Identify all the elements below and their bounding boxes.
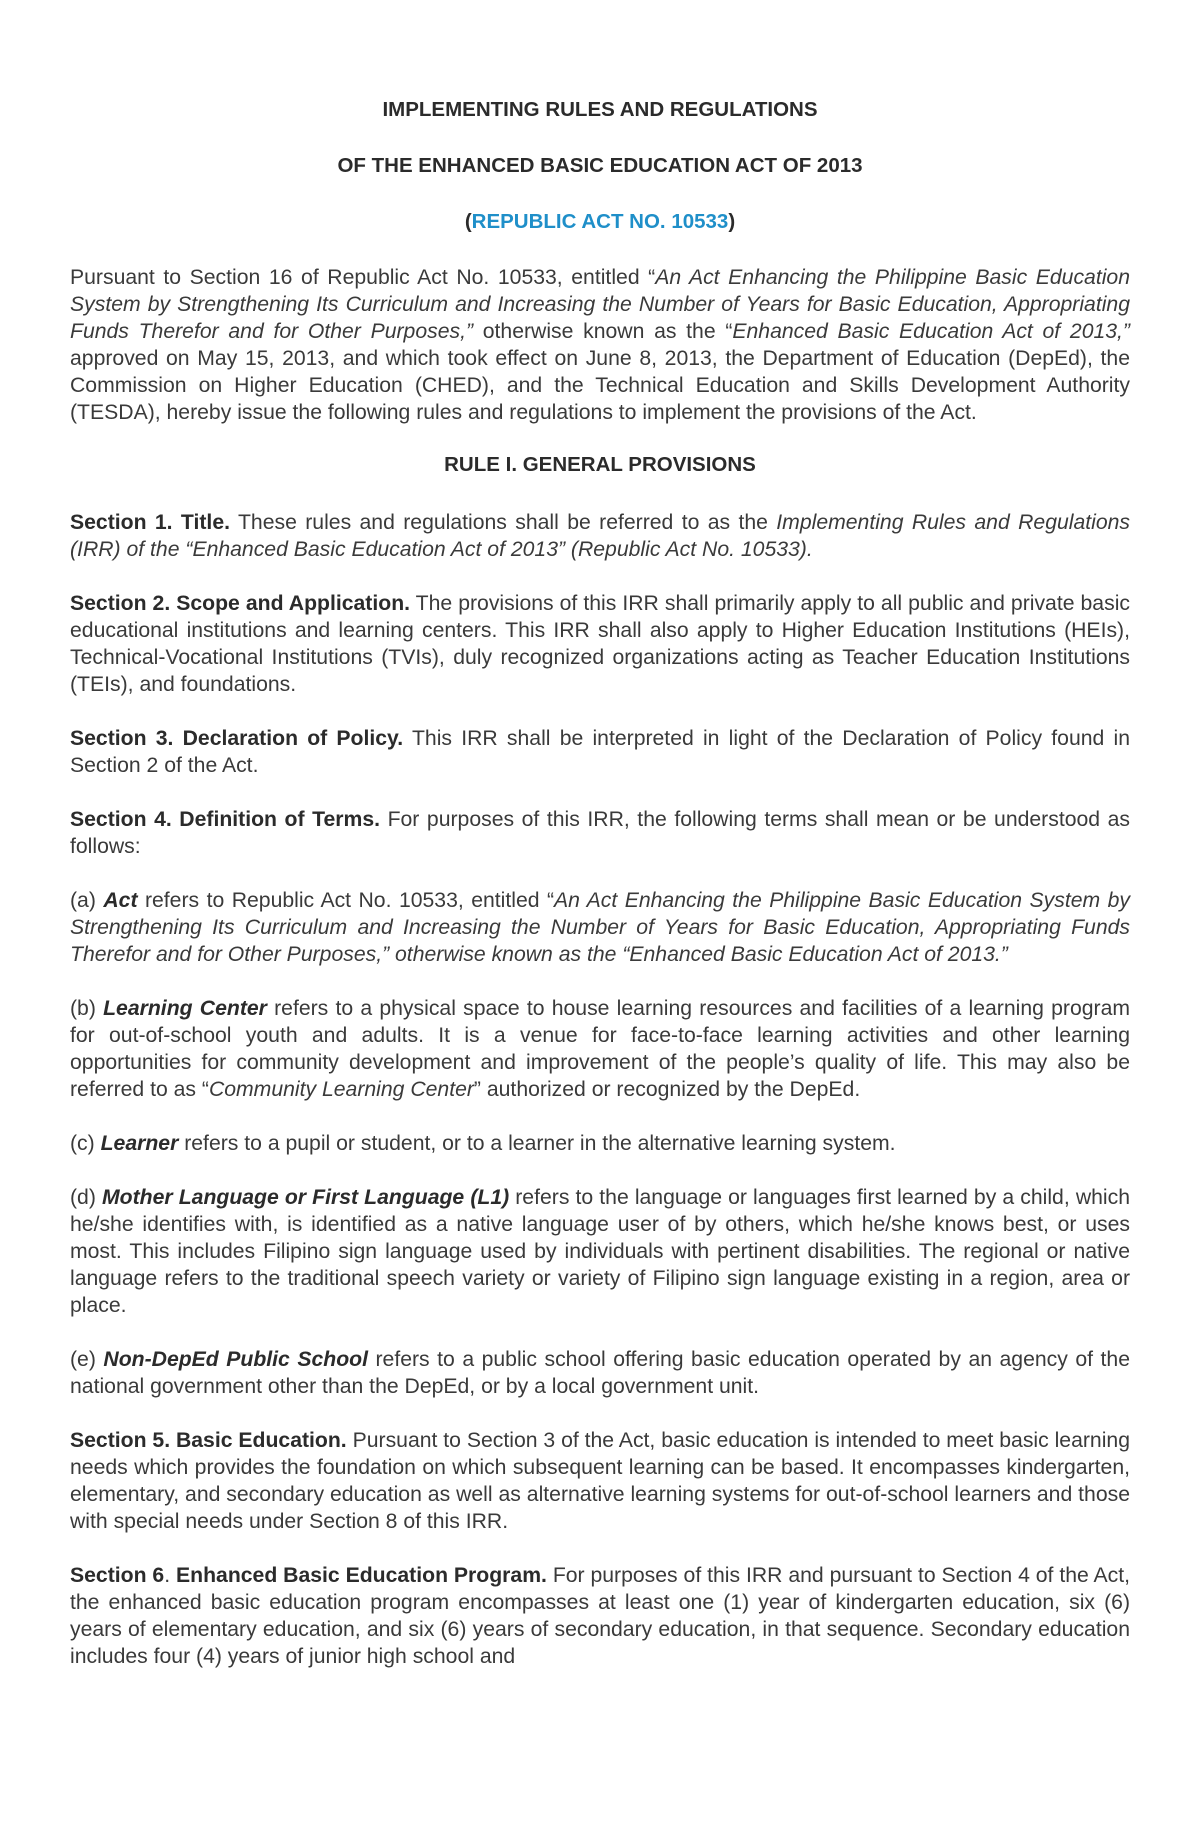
republic-act-link[interactable]: REPUBLIC ACT NO. 10533 <box>471 210 729 233</box>
definition-e: (e) Non-DepEd Public School refers to a public school offering basic education operated by an agency of the national government other than the DepEd, or by a local government unit. <box>70 1348 1130 1398</box>
republic-act-line <box>70 210 1130 234</box>
irr-title: IMPLEMENTING RULES AND REGULATIONS <box>382 98 818 121</box>
term-learner: Learner <box>100 1132 179 1155</box>
section-4-title: Section 4. Definition of Terms. <box>70 808 381 831</box>
irr-subtitle: OF THE ENHANCED BASIC EDUCATION ACT OF 2013 <box>337 154 863 177</box>
section-2-title: Section 2. Scope and Application. <box>70 592 411 615</box>
definition-c: (c) Learner refers to a pupil or student, or to a learner in the alternative learning system. <box>70 1132 896 1155</box>
definition-a: (a) Act refers to Republic Act No. 10533, entitled “An Act Enhancing the Philippine Basic Education System by Strengthening Its Curriculum and Increasing the Number of Years for Basic Education, Appropriating Funds Therefor and for Other Purposes,” otherwise known as the “Enhanced Basic Education Act of 2013.” <box>70 889 1130 966</box>
paren-open: ( <box>464 210 472 233</box>
section-1-title: Section 1. Title. <box>70 511 230 534</box>
section-5-title: Section 5. Basic Education. <box>70 1429 347 1452</box>
section-6: Section 6. Enhanced Basic Education Program. For purposes of this IRR and pursuant to Section 4 of the Act, the enhanced basic education program encompasses at least one (1) year of kindergarten education, six (6) years of elementary education, and six (6) years of secondary education, in that sequence. Secondary education includes four (4) years of junior high school and <box>70 1564 1131 1668</box>
term-non-deped-public-school: Non-DepEd Public School <box>103 1348 368 1371</box>
section-3: Section 3. Declaration of Policy. This IRR shall be interpreted in light of the Declaration of Policy found in Section 2 of the Act. <box>70 727 1130 777</box>
section-5: Section 5. Basic Education. Pursuant to Section 3 of the Act, basic education is intended to meet basic learning needs which provides the foundation on which subsequent learning can be based. It encompasses kindergarten, elementary, and secondary education as well as alternative learning systems for out-of-school learners and those with special needs under Section 8 of this IRR. <box>70 1429 1130 1533</box>
term-act: Act <box>103 889 138 912</box>
rule-1-heading: RULE I. GENERAL PROVISIONS <box>444 453 756 476</box>
term-mother-language: Mother Language or First Language (L1) <box>102 1186 510 1209</box>
section-6-number: Section 6 <box>70 1564 165 1587</box>
definition-d: (d) Mother Language or First Language (L1) refers to the language or languages first learned by a child, which he/she identifies with, is identified as a native language user of by others, which he/she knows best, or uses most. This includes Filipino sign language used by individuals with pertinent disabilities. The regional or native language refers to the traditional speech variety or variety of Filipino sign language existing in a region, area or place. <box>70 1186 1130 1317</box>
section-6-title: Enhanced Basic Education Program. <box>176 1564 547 1587</box>
preamble-paragraph: Pursuant to Section 16 of Republic Act No. 10533, entitled “An Act Enhancing the Philippine Basic Education System by Strengthening Its Curriculum and Increasing the Number of Years for Basic Education, Appropriating Funds Therefor and for Other Purposes,” otherwise known as the “Enhanced Basic Education Act of 2013,” approved on May 15, 2013, and which took effect on June 8, 2013, the Department of Education (DepEd), the Commission on Higher Education (CHED), and the Technical Education and Skills Development Authority (TESDA), hereby issue the following rules and regulations to implement the provisions of the Act. <box>70 266 1130 424</box>
section-2: Section 2. Scope and Application. The provisions of this IRR shall primarily apply to all public and private basic educational institutions and learning centers. This IRR shall also apply to Higher Education Institutions (HEIs), Technical-Vocational Institutions (TVIs), duly recognized organizations acting as Teacher Education Institutions (TEIs), and foundations. <box>70 592 1130 696</box>
term-learning-center: Learning Center <box>103 997 267 1020</box>
definition-b: (b) Learning Center refers to a physical space to house learning resources and facilities of a learning program for out-of-school youth and adults. It is a venue for face-to-face learning activities and other learning opportunities for community development and improvement of the people’s quality of life. This may also be referred to as “Community Learning Center” authorized or recognized by the DepEd. <box>70 997 1131 1101</box>
section-4: Section 4. Definition of Terms. For purposes of this IRR, the following terms shall mean or be understood as follows: <box>70 808 1130 858</box>
paren-close: ) <box>728 210 736 233</box>
section-1: Section 1. Title. These rules and regulations shall be referred to as the Implementing Rules and Regulations (IRR) of the “Enhanced Basic Education Act of 2013” (Republic Act No. 10533). <box>70 511 1131 561</box>
section-3-title: Section 3. Declaration of Policy. <box>70 727 404 750</box>
